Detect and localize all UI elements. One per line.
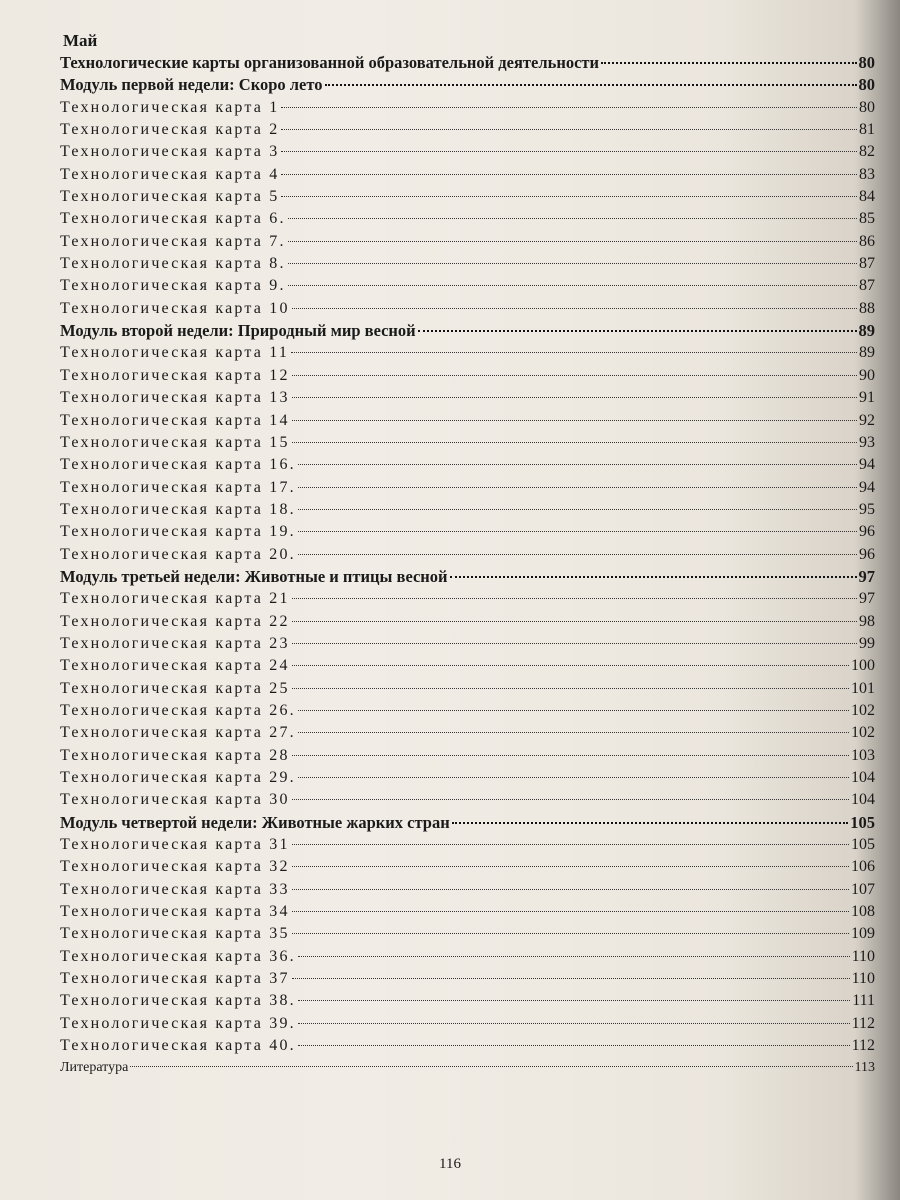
toc-card-entry — [60, 968, 875, 990]
toc-entries — [60, 52, 875, 1080]
toc-entry-page: 90 — [859, 366, 875, 384]
toc-entry-page: 105 — [851, 836, 875, 854]
dot-leader — [298, 777, 849, 778]
dot-leader — [291, 352, 857, 353]
toc-entry-page: 88 — [859, 299, 875, 317]
toc-card-entry — [60, 990, 875, 1012]
dot-leader — [601, 62, 856, 64]
toc-entry-title: Технологическая карта 25 — [60, 679, 290, 697]
toc-entry-title: Технологическая карта 5 — [60, 188, 280, 206]
toc-card-entry — [60, 97, 875, 119]
dot-leader — [292, 844, 849, 845]
toc-entry-title: Технологическая карта 6. — [60, 210, 286, 228]
toc-entry-title: Технологическая карта 23 — [60, 634, 290, 652]
toc-card-entry — [60, 1013, 875, 1035]
toc-entry-title: Технологическая карта 3 — [60, 143, 280, 161]
dot-leader — [325, 84, 857, 86]
toc-entry-page: 112 — [851, 1037, 875, 1055]
toc-entry-page: 92 — [859, 411, 875, 429]
toc-card-entry — [60, 678, 875, 700]
dot-leader — [288, 285, 857, 286]
toc-card-entry — [60, 767, 875, 789]
toc-entry-title: Технологическая карта 8. — [60, 255, 286, 273]
toc-card-entry — [60, 901, 875, 923]
toc-card-entry — [60, 1035, 875, 1057]
toc-entry-title: Технологическая карта 37 — [60, 970, 290, 988]
toc-entry-title: Технологическая карта 33 — [60, 880, 290, 898]
toc-entry-title: Технологическая карта 1 — [60, 98, 280, 116]
dot-leader — [288, 241, 857, 242]
toc-entry-title: Технологическая карта 26. — [60, 701, 296, 719]
toc-card-entry — [60, 789, 875, 811]
toc-section-entry — [60, 566, 875, 588]
toc-entry-page: 82 — [859, 143, 875, 161]
dot-leader — [292, 598, 857, 599]
dot-leader — [292, 911, 849, 912]
toc-entry-title: Технологическая карта 18. — [60, 500, 296, 518]
dot-leader — [292, 933, 849, 934]
toc-section-entry — [60, 320, 875, 342]
dot-leader — [298, 531, 857, 532]
toc-entry-title: Технологическая карта 28 — [60, 746, 290, 764]
toc-entry-page: 105 — [850, 812, 875, 832]
toc-entry-page: 80 — [858, 75, 875, 95]
toc-entry-page: 94 — [859, 478, 875, 496]
dot-leader — [292, 866, 849, 867]
dot-leader — [292, 978, 850, 979]
toc-entry-page: 86 — [859, 232, 875, 250]
dot-leader — [418, 330, 857, 332]
dot-leader — [130, 1066, 852, 1067]
dot-leader — [298, 509, 857, 510]
toc-entry-title: Технологическая карта 40. — [60, 1037, 296, 1055]
toc-entry-page: 97 — [858, 566, 875, 586]
toc-entry-title: Технологическая карта 14 — [60, 411, 290, 429]
dot-leader — [292, 889, 849, 890]
toc-entry-page: 96 — [859, 523, 875, 541]
toc-entry-title: Технологическая карта 24 — [60, 657, 290, 675]
toc-entry-title: Литература — [60, 1060, 129, 1076]
toc-card-entry — [60, 655, 875, 677]
toc-entry-title: Технологическая карта 34 — [60, 903, 290, 921]
toc-entry-page: 80 — [858, 53, 875, 72]
toc-card-entry — [60, 745, 875, 767]
toc-entry-title: Технологическая карта 4 — [60, 165, 280, 183]
toc-card-entry — [60, 879, 875, 901]
dot-leader — [292, 375, 857, 376]
toc-entry-page: 80 — [859, 98, 875, 116]
dot-leader — [292, 621, 857, 622]
toc-entry-page: 81 — [859, 121, 875, 139]
dot-leader — [292, 755, 849, 756]
toc-card-entry — [60, 700, 875, 722]
toc-entry-title: Технологическая карта 29. — [60, 769, 296, 786]
toc-entry-page: 96 — [859, 545, 875, 563]
toc-card-entry — [60, 611, 875, 633]
toc-entry-page: 97 — [859, 590, 875, 608]
toc-entry-page: 113 — [854, 1060, 875, 1076]
toc-card-entry — [60, 834, 875, 856]
toc-entry-title: Технологическая карта 22 — [60, 612, 290, 630]
toc-card-entry — [60, 231, 875, 253]
toc-entry-title: Модуль третьей недели: Животные и птицы весной — [60, 566, 448, 586]
toc-entry-page: 84 — [859, 188, 875, 206]
toc-entry-title: Технологическая карта 36. — [60, 947, 296, 965]
dot-leader — [298, 956, 850, 957]
toc-entry-page: 107 — [851, 880, 875, 898]
toc-entry-page: 112 — [851, 1014, 875, 1032]
dot-leader — [281, 196, 857, 197]
dot-leader — [450, 576, 857, 578]
toc-card-entry — [60, 342, 875, 364]
dot-leader — [298, 554, 857, 555]
toc-section-entry — [60, 74, 875, 96]
toc-entry-title: Технологическая карта 30 — [60, 791, 290, 809]
toc-entry-title: Технологическая карта 2 — [60, 121, 280, 139]
toc-entry-title: Технологическая карта 27. — [60, 724, 296, 742]
toc-entry-page: 99 — [859, 634, 875, 652]
toc-entry-page: 101 — [851, 679, 875, 697]
toc-card-entry — [60, 454, 875, 476]
month-heading: Май — [63, 31, 98, 50]
toc-entry-page: 100 — [851, 657, 875, 675]
toc-card-entry — [60, 432, 875, 454]
toc-entry-page: 87 — [859, 277, 875, 295]
toc-entry-page: 102 — [851, 701, 875, 719]
dot-leader — [452, 822, 849, 824]
toc-entry-page: 89 — [858, 321, 875, 341]
toc-entry-page: 102 — [851, 724, 875, 742]
toc-entry-page: 94 — [859, 456, 875, 474]
dot-leader — [298, 1045, 850, 1046]
toc-entry-title: Технологические карты организованной образовательной деятельности — [60, 53, 600, 72]
dot-leader — [292, 308, 857, 309]
dot-leader — [298, 1023, 850, 1024]
toc-entry-title: Технологическая карта 35 — [60, 925, 290, 943]
toc-card-entry — [60, 387, 875, 409]
toc-entry-title: Технологическая карта 31 — [60, 836, 290, 854]
toc-card-entry — [60, 253, 875, 275]
dot-leader — [298, 487, 857, 488]
toc-card-entry — [60, 521, 875, 543]
toc-entry-page: 103 — [851, 746, 875, 764]
toc-entry-title: Модуль четвертой недели: Животные жарких стран — [60, 812, 450, 832]
table-of-contents — [60, 30, 875, 1080]
toc-entry-page: 106 — [851, 858, 875, 876]
toc-card-entry — [60, 499, 875, 521]
toc-card-entry — [60, 275, 875, 297]
dot-leader — [292, 665, 849, 666]
dot-leader — [281, 151, 857, 152]
toc-card-entry — [60, 298, 875, 320]
toc-entry-title: Технологическая карта 16. — [60, 456, 296, 474]
toc-entry-page: 111 — [852, 992, 875, 1010]
dot-leader — [288, 263, 857, 264]
toc-card-entry — [60, 722, 875, 744]
toc-card-entry — [60, 477, 875, 499]
toc-card-entry — [60, 365, 875, 387]
dot-leader — [292, 397, 857, 398]
dot-leader — [298, 710, 849, 711]
toc-entry-title: Технологическая карта 15 — [60, 433, 290, 451]
toc-entry-page: 89 — [859, 344, 875, 362]
dot-leader — [292, 799, 849, 800]
toc-entry-title: Технологическая карта 32 — [60, 858, 290, 876]
toc-entry-page: 93 — [859, 433, 875, 451]
toc-card-entry — [60, 186, 875, 208]
toc-card-entry — [60, 119, 875, 141]
dot-leader — [298, 1000, 850, 1001]
dot-leader — [281, 174, 857, 175]
toc-entry-page: 98 — [859, 612, 875, 630]
toc-entry-title: Технологическая карта 21 — [60, 590, 290, 608]
toc-literature-entry — [60, 1057, 875, 1079]
toc-entry-title: Технологическая карта 13 — [60, 389, 290, 407]
toc-entry-page: 104 — [851, 791, 875, 809]
toc-card-entry — [60, 856, 875, 878]
toc-entry-title: Технологическая карта 7. — [60, 232, 286, 250]
toc-entry-page: 95 — [859, 500, 875, 518]
toc-entry-page: 85 — [859, 210, 875, 228]
toc-card-entry — [60, 588, 875, 610]
toc-entry-title: Модуль первой недели: Скоро лето — [60, 75, 323, 95]
dot-leader — [298, 464, 857, 465]
toc-entry-title: Технологическая карта 20. — [60, 545, 296, 563]
dot-leader — [281, 129, 857, 130]
toc-entry-title: Технологическая карта 12 — [60, 366, 290, 384]
toc-entry-title: Технологическая карта 9. — [60, 277, 286, 295]
toc-card-entry — [60, 164, 875, 186]
dot-leader — [298, 732, 849, 733]
toc-entry-title: Технологическая карта 39. — [60, 1014, 296, 1032]
toc-entry-title: Технологическая карта 38. — [60, 992, 296, 1010]
toc-entry-page: 83 — [859, 165, 875, 183]
toc-card-entry — [60, 923, 875, 945]
dot-leader — [292, 643, 857, 644]
toc-card-entry — [60, 410, 875, 432]
toc-card-entry — [60, 946, 875, 968]
toc-entry-page: 91 — [859, 389, 875, 407]
toc-section-entry — [60, 52, 875, 74]
dot-leader — [288, 218, 857, 219]
dot-leader — [292, 420, 857, 421]
toc-entry-page: 110 — [851, 947, 875, 965]
toc-entry-page: 108 — [851, 903, 875, 921]
toc-entry-title: Технологическая карта 11 — [60, 344, 290, 362]
toc-entry-title: Технологическая карта 19. — [60, 523, 296, 541]
toc-entry-page: 109 — [851, 925, 875, 943]
toc-card-entry — [60, 633, 875, 655]
dot-leader — [281, 107, 857, 108]
dot-leader — [292, 688, 849, 689]
dot-leader — [292, 442, 857, 443]
toc-card-entry — [60, 208, 875, 230]
toc-card-entry — [60, 141, 875, 163]
toc-entry-page: 110 — [851, 970, 875, 988]
toc-entry-title: Модуль второй недели: Природный мир весной — [60, 321, 416, 341]
toc-card-entry — [60, 544, 875, 566]
toc-entry-page: 104 — [851, 769, 875, 786]
toc-entry-title: Технологическая карта 10 — [60, 299, 290, 317]
toc-section-entry — [60, 812, 875, 834]
toc-entry-page: 87 — [859, 255, 875, 273]
page-number: 116 — [439, 1156, 461, 1172]
toc-entry-title: Технологическая карта 17. — [60, 478, 296, 496]
